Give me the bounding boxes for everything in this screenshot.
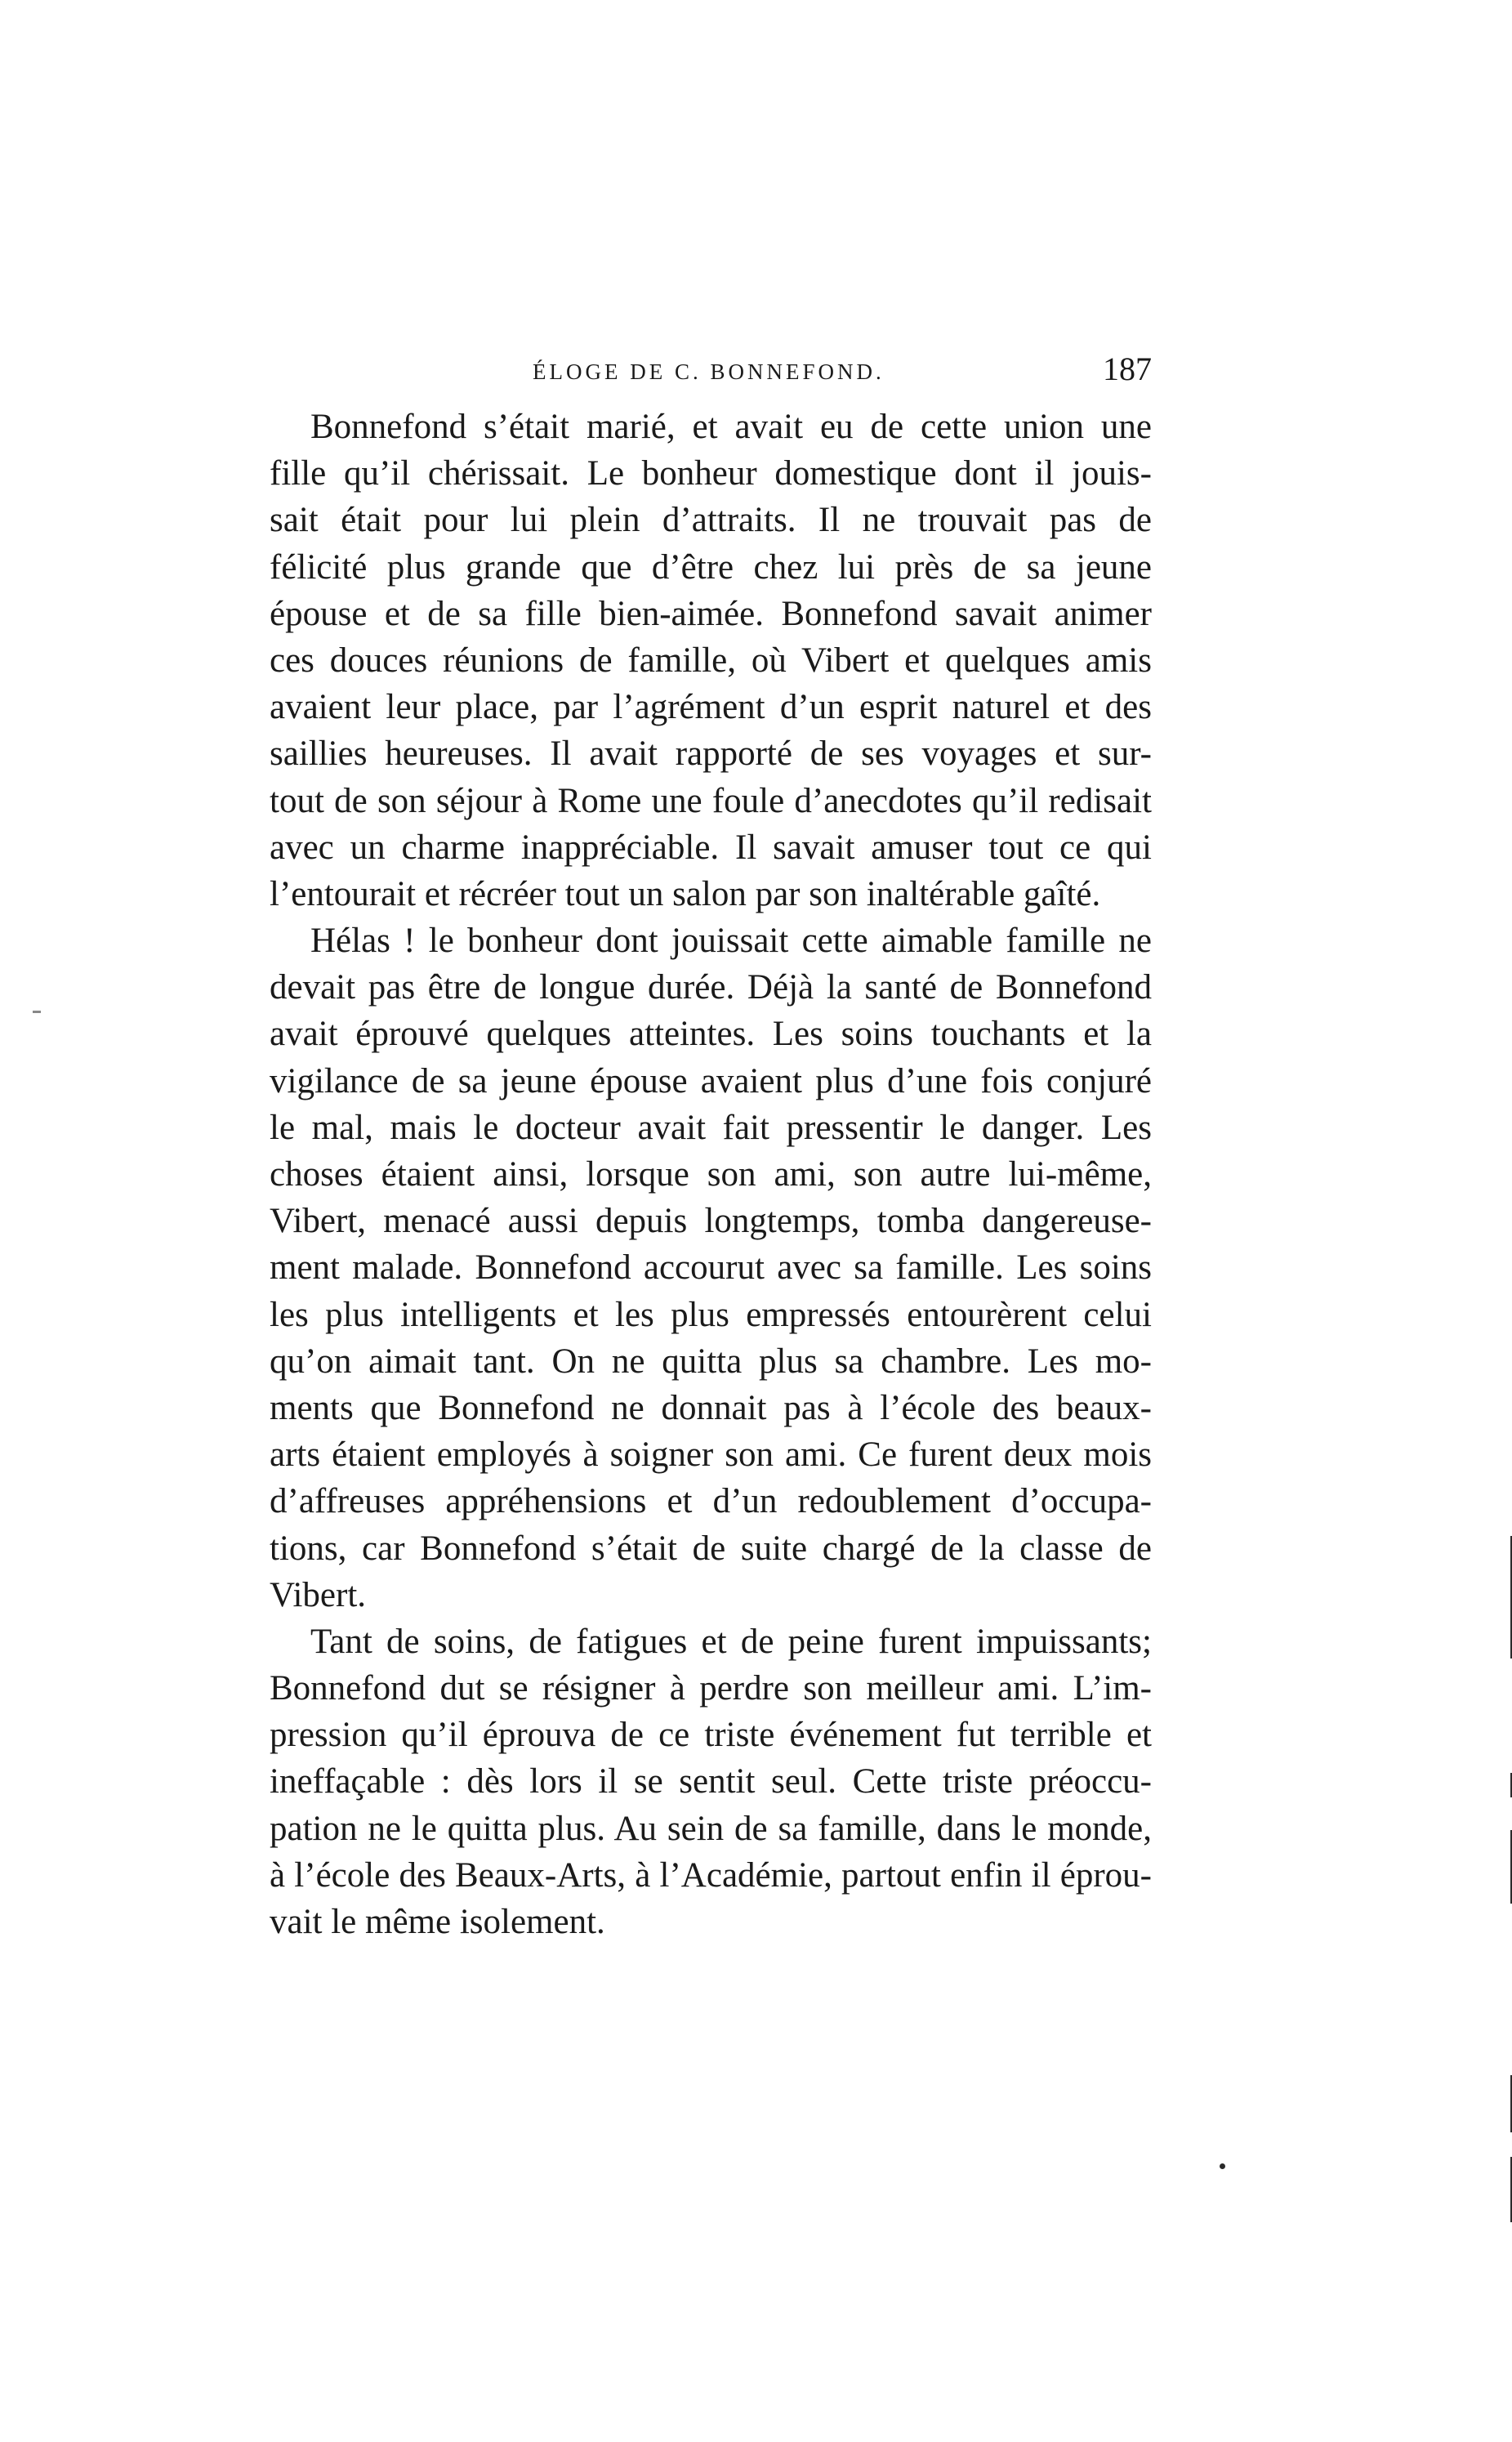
text-line: les plus intelligents et les plus empressés entourèrent celui [270,1295,1152,1334]
page-number: 187 [1103,350,1152,387]
text-line: félicité plus grande que d’être chez lui près de sa jeune [270,547,1152,587]
text-line: pation ne le quitta plus. Au sein de sa famille, dans le monde, [270,1809,1152,1848]
scan-artifact [1220,2163,1225,2169]
page-header [270,350,1152,399]
text-line: pression qu’il éprouva de ce triste événement fut terrible et [270,1716,1152,1755]
text-line: vigilance de sa jeune épouse avaient plus d’une fois conjuré [270,1061,1152,1100]
text-line: ces douces réunions de famille, où Vibert et quelques amis [270,641,1152,680]
text-line: tout de son séjour à Rome une foule d’anecdotes qu’il redisait [270,781,1152,820]
text-line: d’affreuses appréhensions et d’un redoublement d’occupa- [270,1482,1152,1521]
text-line: avait éprouvé quelques atteintes. Les soins touchants et la [270,1015,1152,1054]
text-line: le mal, mais le docteur avait fait pressentir le danger. Les [270,1108,1152,1147]
text-line: ineffaçable : dès lors il se sentit seul. Cette triste préoccu- [270,1762,1152,1801]
text-line: avec un charme inappréciable. Il savait amuser tout ce qui [270,828,1152,867]
text-line: saillies heureuses. Il avait rapporté de ses voyages et sur- [270,734,1152,774]
text-line: choses étaient ainsi, lorsque son ami, son autre lui-même, [270,1155,1152,1194]
text-line: à l’école des Beaux-Arts, à l’Académie, partout enfin il éprou- [270,1855,1152,1895]
text-line: Vibert. [270,1575,367,1614]
text-line: arts étaient employés à soigner son ami. Ce furent deux mois [270,1435,1152,1475]
body-text [270,404,1152,1945]
text-line: Bonnefond dut se résigner à perdre son meilleur ami. L’im- [270,1669,1152,1708]
text-line: fille qu’il chérissait. Le bonheur domestique dont il jouis- [270,454,1152,493]
text-line: Tant de soins, de fatigues et de peine furent impuissants; [310,1622,1152,1661]
text-line: épouse et de sa fille bien-aimée. Bonnefond savait animer [270,594,1152,633]
text-line: avaient leur place, par l’agrément d’un esprit naturel et des [270,688,1152,727]
text-line: l’entourait et récréer tout un salon par son inaltérable gaîté. [270,874,1101,913]
text-line: ment malade. Bonnefond accourut avec sa famille. Les soins [270,1248,1152,1288]
text-line: vait le même isolement. [270,1903,605,1941]
running-head: ÉLOGE DE C. BONNEFOND. [533,359,885,384]
text-line: tions, car Bonnefond s’était de suite chargé de la classe de [270,1529,1152,1568]
text-line: ments que Bonnefond ne donnait pas à l’école des beaux- [270,1388,1152,1427]
text-line: Bonnefond s’était marié, et avait eu de cette union une [310,408,1152,446]
text-line: qu’on aimait tant. On ne quitta plus sa chambre. Les mo- [270,1342,1152,1381]
text-line: devait pas être de longue durée. Déjà la santé de Bonnefond [270,968,1152,1007]
text-line: Vibert, menacé aussi depuis longtemps, tomba dangereuse- [270,1202,1152,1241]
scan-artifact [33,1011,41,1013]
text-line: sait était pour lui plein d’attraits. Il ne trouvait pas de [270,501,1152,540]
text-line: Hélas ! le bonheur dont jouissait cette aimable famille ne [310,922,1152,961]
